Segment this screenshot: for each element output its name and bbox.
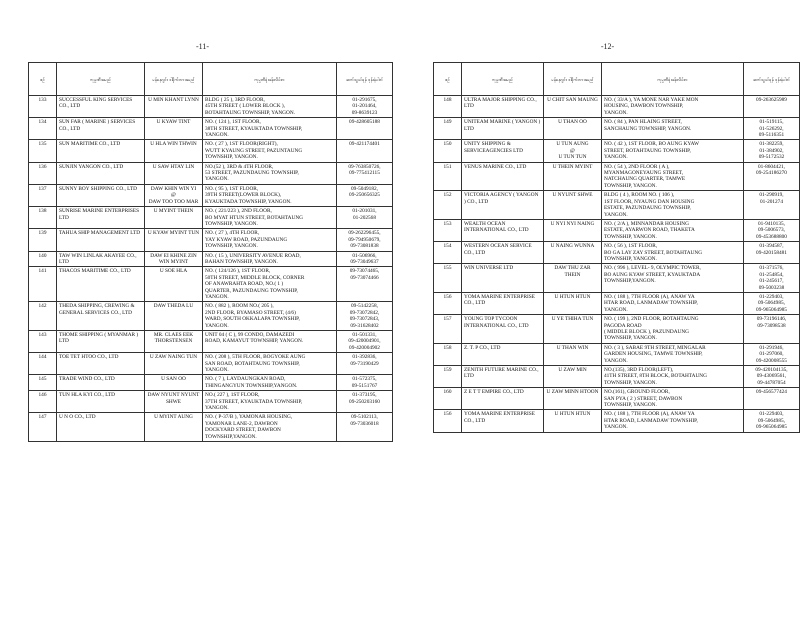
table-row [434, 343, 800, 365]
header-address: ကုမ္ပဏီရုံးခန်းလိပ်စာ [602, 63, 744, 96]
table-body [434, 96, 800, 433]
company-name: YOMA MARINE ENTERPRISE CO., LTD [462, 292, 544, 314]
right-page [405, 0, 810, 625]
phone-numbers: 01-229403, 09-5064985, 09-965064985 [744, 410, 800, 432]
row-number: 139 [29, 229, 57, 251]
phone-numbers: 09-420104135, 09-43069561, 09-44787054 [744, 366, 800, 388]
table-row [434, 242, 800, 264]
row-number: 156 [434, 292, 462, 314]
company-address: BLDG ( 4 ), ROOM NO. ( 106 ), 1ST FLOOR, NYAUNG DAN HOUSING ESTATE, PAZUNDAUNG TOWNSHIP, YANGON. [602, 191, 744, 220]
company-address: NO. ( 56 ), 1ST FLOOR, BO GA LAY ZAY STREET, BOTAHTAUNG TOWNSHIP, YANGON. [602, 242, 744, 264]
row-number: 147 [29, 413, 57, 442]
row-number: 140 [29, 251, 57, 267]
company-name: SUN FAR ( MARINE ) SERVICES CO., LTD [57, 118, 145, 140]
company-name: WESTERN OCEAN SERVICE CO., LTD [462, 242, 544, 264]
company-name: SUNRISE MARINE ENTERPRISES LTD [57, 207, 145, 229]
company-name: UNITEAM MARINE ( YANGON ) LTD [462, 118, 544, 140]
director-name: U MYINT THEIN [145, 207, 203, 229]
director-name: U KYAW TINT [145, 118, 203, 140]
page-number: -11- [195, 42, 210, 51]
company-name: TAW WIN LINLAK AKAYEE CO., LTD [57, 251, 145, 267]
company-address: NO.(135), 3RD FLOOR(LEFT), 41TH STREET, 8TH BLOCK, BOTAHTAUNG TOWNSHIP, YANGON. [602, 366, 744, 388]
phone-numbers: 01-291675, 01-201464, 09-8639123 [337, 96, 393, 118]
company-address: NO.(52 ), 3RD & 4TH FLOOR, 53 STREET, PAZUNDAUNG TOWNSHIP, YANGON. [203, 162, 337, 184]
table-row [29, 331, 393, 353]
table-row [434, 96, 800, 118]
phone-numbers: 01-394587, 09-420158481 [744, 242, 800, 264]
row-number: 144 [29, 353, 57, 375]
phone-numbers: 09-5142258, 09-73072842, 09-73072843, 09-31628402 [337, 302, 393, 331]
table-row [434, 219, 800, 241]
company-name: SUNJIN YANGON CO., LTD [57, 162, 145, 184]
phone-numbers: 09-763850726, 09-775412115 [337, 162, 393, 184]
table-row [434, 388, 800, 410]
row-number: 134 [29, 118, 57, 140]
table-row [434, 315, 800, 344]
director-name: U HTUN HTUN [544, 292, 602, 314]
company-name: TOE TET HTOO CO., LTD [57, 353, 145, 375]
row-number: 135 [29, 140, 57, 162]
row-number: 146 [29, 391, 57, 413]
company-address: NO. ( 188 ), 7TH FLOOR (A), ANAW YA HTAR ROAD, LANMADAW TOWNSHIP, YANGON. [602, 410, 744, 432]
row-number: 138 [29, 207, 57, 229]
director-name: DAW EI KHINE ZIN WIN MYINT [145, 251, 203, 267]
phone-numbers: 09-5049182, 09-250656325 [337, 184, 393, 206]
row-number: 145 [29, 375, 57, 391]
phone-numbers: 01-9410135, 09-5006573, 09-453688800 [744, 219, 800, 241]
row-number: 152 [434, 191, 462, 220]
table-row [29, 207, 393, 229]
company-name: YOMA MARINE ENTERPRISE CO., LTD [462, 410, 544, 432]
company-name: ULTRA MAJOR SHIPPING CO., LTD [462, 96, 544, 118]
company-name: Z. T. P CO., LTD [462, 343, 544, 365]
company-name: WEALTH OCEAN INTERNATIONAL CO., LTD [462, 219, 544, 241]
table-row [29, 140, 393, 162]
table-row [29, 96, 393, 118]
table-row [29, 162, 393, 184]
header-phone: ဆက်သွယ်ရန် ဖုန်းနံပါတ် [337, 63, 393, 96]
header-company: ကုမ္ပဏီအမည် [57, 63, 145, 96]
phone-numbers: 01-291946, 01-297060, 09-420008555 [744, 343, 800, 365]
registry-table [28, 62, 393, 442]
header-director: မန်နေဂျင်း ဒါရိုက်တာအမည် [145, 63, 203, 96]
table-row [29, 391, 393, 413]
company-address: NO. ( 996 ), LEVEL- 9, OLYMPIC TOWER, BO AUNG KYAW STREET, KYAUKTADA TOWNSHIP,YANGON. [602, 264, 744, 293]
director-name: DAW THU ZAR THEIN [544, 264, 602, 293]
header-phone: ဆက်သွယ်ရန် ဖုန်းနံပါတ် [744, 63, 800, 96]
table-row [434, 366, 800, 388]
phone-numbers: 01-392836, 09-73190429 [337, 353, 393, 375]
row-number: 137 [29, 184, 57, 206]
header-no: စဉ် [29, 63, 57, 96]
header-director: မန်နေဂျင်း ဒါရိုက်တာအမည် [544, 63, 602, 96]
director-name: U NAING WUNNA [544, 242, 602, 264]
row-number: 151 [434, 162, 462, 191]
company-address: NO.( 227 ), 1ST FLOOR, 37TH STREET, KYAUKTADA TOWNSHIP, YANGON. [203, 391, 337, 413]
company-name: Z E T T EMPIRE CO., LTD [462, 388, 544, 410]
director-name: U ZAW MIN [544, 366, 602, 388]
company-address: NO. ( 84 ), PAN HLAING STREET, SANCHAUNG TOWNSHIP, YANGON. [602, 118, 744, 140]
table-row [29, 229, 393, 251]
director-name: U MIN KHANT LYNN [145, 96, 203, 118]
director-name: U HLA WIN THWIN [145, 140, 203, 162]
phone-numbers: 09-428605188 [337, 118, 393, 140]
director-name: DAW KHIN WIN YI @ DAW TOO TOO MAR [145, 184, 203, 206]
company-name: TRADE WIND CO., LTD [57, 375, 145, 391]
company-address: NO. ( 15 ), UNIVERSITY AVENUE ROAD, BAHAN TOWNSHIP, YANGON. [203, 251, 337, 267]
registry-table [433, 62, 800, 433]
phone-numbers: 09-73196146, 09-73098538 [744, 315, 800, 344]
row-number: 155 [434, 264, 462, 293]
company-name: TAHUA SHIP MANAGEMENT LTD [57, 229, 145, 251]
company-address: NO. ( 221/223 ), 2ND FLOOR, BO MYAT HTUN STREET, BOTAHTAUNG TOWNSHIP, YANGON. [203, 207, 337, 229]
table-row [434, 118, 800, 140]
phone-numbers: 01-373195, 09-250203160 [337, 391, 393, 413]
row-number: 153 [434, 219, 462, 241]
company-address: NO. ( 27 ), 1ST FLOOR(RIGHT), WUTT KYAUNG STREET, PAZUNTAUNG TOWNSHIP, YANGON. [203, 140, 337, 162]
company-name: ZENITH FUTURE MARINE CO., LTD [462, 366, 544, 388]
director-name: U KYAW MYINT TUN [145, 229, 203, 251]
phone-numbers: 09-5102113, 09-73036018 [337, 413, 393, 442]
company-address: NO. ( 42 ), 1ST FLOOR, BO AUNG KYAW STREET, BOTAHTAUNG TOWNSHIP, YANGON. [602, 140, 744, 162]
table-row [29, 267, 393, 302]
table-row [29, 375, 393, 391]
table-row [29, 184, 393, 206]
company-name: VICTORIA AGENCY ( YANGON ) CO., LTD [462, 191, 544, 220]
director-name: U THEIN MYINT [544, 162, 602, 191]
company-address: NO. ( 54 ), 2ND FLOOR ( A ), MYANMAGONEYAUNG STREET, NATCHAUNG QUARTER, TAMWE TOWNSHIP, YANGON. [602, 162, 744, 191]
company-address: NO. ( P-37/B ), YAMONAR HOUSING, YAMONAR LANE-2, DAWBON DOCKYARD STREET, DAWBON TOWNSHIP,YANGON. [203, 413, 337, 442]
table-body [29, 96, 393, 442]
company-name: SUNNY BOY SHIPPING CO., LTD [57, 184, 145, 206]
row-number: 136 [29, 162, 57, 184]
director-name: U TUN AUNG @ U TUN TUN [544, 140, 602, 162]
director-name: U ZAW MINN HTOON [544, 388, 602, 410]
table-row [29, 118, 393, 140]
company-name: UNITY SHIPPING & SERVICEAGENCIES LTD [462, 140, 544, 162]
company-name: VENUS MARINE CO., LTD [462, 162, 544, 191]
company-name: SUCCESSFUL KING SERVICES CO., LTD [57, 96, 145, 118]
table-header-row [434, 63, 800, 96]
phone-numbers: 01-229403, 09-5064985, 09-965064985 [744, 292, 800, 314]
row-number: 157 [434, 315, 462, 344]
table-row [434, 191, 800, 220]
company-name: WIN UNIVERSE LTD [462, 264, 544, 293]
director-name: U ZAW NAING TUN [145, 353, 203, 375]
company-name: YOUNG TOP TYCOON INTERNATIONAL CO., LTD [462, 315, 544, 344]
row-number: 150 [434, 140, 462, 162]
table-row [434, 162, 800, 191]
phone-numbers: 09-421174401 [337, 140, 393, 162]
header-address: ကုမ္ပဏီရုံးခန်းလိပ်စာ [203, 63, 337, 96]
phone-numbers: 01-506966, 09-73049637 [337, 251, 393, 267]
page-number: -12- [600, 42, 615, 51]
director-name: U CHIT SAN MAUNG [544, 96, 602, 118]
header-no: စဉ် [434, 63, 462, 96]
table-row [29, 413, 393, 442]
company-name: TUN HLA KYI CO., LTD [57, 391, 145, 413]
row-number: 141 [29, 267, 57, 302]
director-name: U SAN OO [145, 375, 203, 391]
row-number: 160 [434, 388, 462, 410]
director-name: MR. CLAES EEK THORSTENSEN [145, 331, 203, 353]
phone-numbers: 09-263625989 [744, 96, 800, 118]
phone-numbers: 09-456577424 [744, 388, 800, 410]
company-address: UNIT 04 ( C ), 99 CONDO, DAMAZEDI ROAD, KAMAYUT TOWNSHIP, YANGON. [203, 331, 337, 353]
company-name: THACOS MARITIME CO., LTD [57, 267, 145, 302]
company-name: THOME SHIPPING ( MYANMAR ) LTD [57, 331, 145, 353]
director-name: U MYINT AUNG [145, 413, 203, 442]
company-address: NO. ( 124/126 ), 1ST FLOOR, 50TH STREET, MIDDLE BLOCK, CORNER OF ANAWRAHTA ROAD, NO.( 1 ) QUARTER, PAZUNDAUNG TOWNSHIP, YANGON. [203, 267, 337, 302]
company-address: NO.(161), GROUND FLOOR, SAN PYA ( 2 ) STREET, DAWBON TOWNSHIP, YANGON. [602, 388, 744, 410]
director-name: U NYUNT SHWE [544, 191, 602, 220]
phone-numbers: 01-201031, 01-202568 [337, 207, 393, 229]
company-address: NO. ( 882 ), ROOM NO.( 205 ), 2ND FLOOR, BYAMASO STREET, (4/6) WARD, SOUTH OKKALAPA TOWNSHIP, YANGON. [203, 302, 337, 331]
company-address: NO. ( 33/A ), YA MONE NAR YAKE MON HOUSING, DAWBON TOWNSHIP, YANGON. [602, 96, 744, 118]
company-address: NO. ( 3 ), SABAE 9TH STREET, MINGALAR GARDEN HOUSING, TAMWE TOWNSHIP, YANGON. [602, 343, 744, 365]
director-name: U SOE HLA [145, 267, 203, 302]
company-address: NO. ( 95 ), 1ST FLOOR, 39TH STREET(LOWER BLOCK), KYAUKTADA TOWNSHIP, YANGON. [203, 184, 337, 206]
row-number: 143 [29, 331, 57, 353]
phone-numbers: 01-572375, 09-5151767 [337, 375, 393, 391]
row-number: 154 [434, 242, 462, 264]
company-address: NO. ( 2/A ), MINNANDAR HOUSING ESTATE, AYARWON ROAD, THAKETA TOWNSHIP, YANGON. [602, 219, 744, 241]
table-row [434, 264, 800, 293]
company-address: BLDG ( 25 ), 3RD FLOOR, 45TH STREET ( LOWER BLOCK ), BOTAHTAUNG TOWNSHIP, YANGON. [203, 96, 337, 118]
director-name: U THAN OO [544, 118, 602, 140]
row-number: 156 [434, 410, 462, 432]
company-address: NO. ( 7 ), LAYDAUNGKAN ROAD, THINGANGYUN TOWNSHIP,YANGON. [203, 375, 337, 391]
row-number: 133 [29, 96, 57, 118]
director-name: U NYI NYI NAING [544, 219, 602, 241]
company-address: NO. ( 124 ), 1ST FLOOR, 38TH STREET, KYAUKTADA TOWNSHIP, YANGON. [203, 118, 337, 140]
phone-numbers: 01-519115, 01-526292, 09-5116351 [744, 118, 800, 140]
director-name: U THAN WIN [544, 343, 602, 365]
row-number: 142 [29, 302, 57, 331]
phone-numbers: 01-371576, 01-254854, 01-245617, 09-5003238 [744, 264, 800, 293]
company-address: NO. ( 27 ), 4TH FLOOR, YAY KYAW ROAD, PAZUNDAUNG TOWNSHIP, YANGON. [203, 229, 337, 251]
company-name: SUN MARITIME CO., LTD [57, 140, 145, 162]
director-name: DAW NYUNT NYUNT SHWE [145, 391, 203, 413]
phone-numbers: 01-501331, 09-420004901, 09-420004902 [337, 331, 393, 353]
company-name: THEDA SHIPPING, CREWING & GENERAL SERVICES CO., LTD [57, 302, 145, 331]
row-number: 148 [434, 96, 462, 118]
company-address: NO. ( 188 ), 7TH FLOOR (A), ANAW YA HTAR ROAD, LANMADAW TOWNSHIP, YANGON. [602, 292, 744, 314]
director-name: U SAW HTAY LIN [145, 162, 203, 184]
table-row [29, 353, 393, 375]
header-company: ကုမ္ပဏီအမည် [462, 63, 544, 96]
phone-numbers: 01-382259, 01-384902, 09-5172532 [744, 140, 800, 162]
table-header-row [29, 63, 393, 96]
company-name: U N O CO., LTD [57, 413, 145, 442]
company-address: NO. ( 199 ), 2ND FLOOR, BOTAHTAUNG PAGODA ROAD ( MIDDLE BLOCK ), PAZUNDAUNG TOWNSHIP, YANGON. [602, 315, 744, 344]
phone-numbers: 01-290919, 01-201274 [744, 191, 800, 220]
row-number: 158 [434, 343, 462, 365]
table-row [434, 410, 800, 432]
row-number: 149 [434, 118, 462, 140]
table-row [434, 140, 800, 162]
phone-numbers: 01-8604421, 09-254186270 [744, 162, 800, 191]
company-address: NO. ( 208 ), 5TH FLOOR, BOGYOKE AUNG SAN ROAD, BOTAHTAUNG TOWNSHIP, YANGON. [203, 353, 337, 375]
director-name: DAW THEDA LU [145, 302, 203, 331]
row-number: 159 [434, 366, 462, 388]
phone-numbers: 09-262296455, 09-794950679, 09-73081838 [337, 229, 393, 251]
table-row [29, 302, 393, 331]
director-name: U YE THIHA TUN [544, 315, 602, 344]
phone-numbers: 09-73074465, 09-73074466 [337, 267, 393, 302]
table-row [29, 251, 393, 267]
table-row [434, 292, 800, 314]
director-name: U HTUN HTUN [544, 410, 602, 432]
